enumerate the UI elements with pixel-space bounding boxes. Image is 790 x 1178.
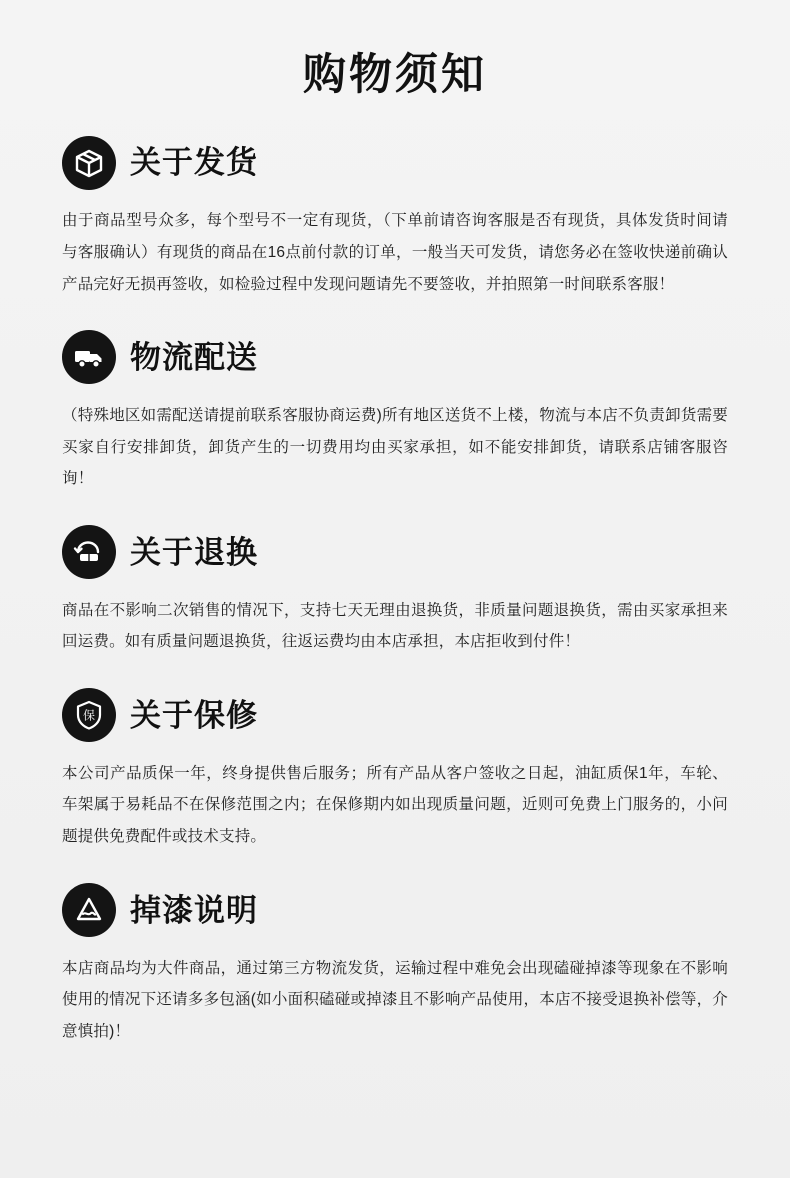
section-body: 本公司产品质保一年，终身提供售后服务；所有产品从客户签收之日起，油缸质保1年，车轮、车架属于易耗品不在保修范围之内；在保修期内如出现质量问题，近则可免费上门服务的，小问题提供免费配件或技术支持。: [62, 764, 728, 846]
section-header: [56, 330, 734, 384]
delivery-truck-icon: [62, 330, 116, 384]
section-title: 物流配送: [130, 339, 258, 375]
section-header: [56, 525, 734, 579]
section-warranty: [56, 688, 734, 853]
page-title: 购物须知: [303, 51, 487, 99]
section-header: [56, 883, 734, 937]
section-returns: [56, 525, 734, 658]
section-header: [56, 136, 734, 190]
svg-text:保: 保: [82, 708, 96, 723]
section-body: 由于商品型号众多，每个型号不一定有现货，（下单前请咨询客服是否有现货，具体发货时间请与客服确认）有现货的商品在16点前付款的订单，一般当天可发货，请您务必在签收快递前确认产品完好无损再签收，如检验过程中发现问题请先不要签收，并拍照第一时间联系客服！: [62, 212, 728, 293]
section-body: （特殊地区如需配送请提前联系客服协商运费)所有地区送货不上楼，物流与本店不负责卸货需要买家自行安排卸货，卸货产生的一切费用均由买家承担，如不能安排卸货，请联系店铺客服咨询！: [62, 406, 728, 488]
section-title: 关于退换: [130, 534, 258, 570]
section-body: 本店商品均为大件商品，通过第三方物流发货，运输过程中难免会出现磕碰掉漆等现象在不影响使用的情况下还请多多包涵(如小面积磕碰或掉漆且不影响产品使用，本店不接受退换补偿等，介意慎拍)！: [62, 959, 728, 1041]
section-title: 关于保修: [130, 697, 258, 733]
paint-peel-icon: [62, 883, 116, 937]
return-exchange-icon: [62, 525, 116, 579]
section-title: 关于发货: [130, 145, 258, 181]
section-shipping: [56, 136, 734, 301]
section-paint-notice: [56, 883, 734, 1048]
section-header: [56, 688, 734, 742]
package-box-icon: [62, 136, 116, 190]
section-title: 掉漆说明: [130, 892, 258, 928]
section-logistics: [56, 330, 734, 495]
warranty-shield-icon: [62, 688, 116, 742]
section-body: 商品在不影响二次销售的情况下，支持七天无理由退换货，非质量问题退换货，需由买家承担来回运费。如有质量问题退换货，往返运费均由本店承担，本店拒收到付件！: [62, 601, 728, 651]
